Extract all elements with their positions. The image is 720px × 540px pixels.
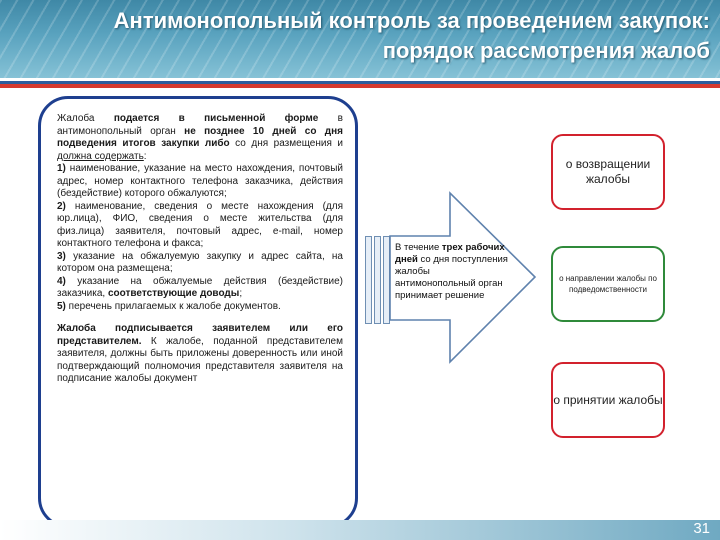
decision-accept-box xyxy=(551,362,665,438)
signature-paragraph: Жалоба подписывается заявителем или его представителем. К жалобе, поданной представителем заявителя, должны быть приложены доверенность или иной подтверждающий полномочия представителя заявителя на подписание жалобы документ xyxy=(57,323,343,384)
decision-forward-label: о направлении жалобы по подведомственности xyxy=(559,274,657,294)
requirement-item-5: 5) перечень прилагаемых к жалобе документов. xyxy=(57,300,281,312)
flag-stripe xyxy=(0,78,720,88)
complaint-requirements-text xyxy=(57,113,343,386)
footer-bar xyxy=(0,520,720,540)
slide-title xyxy=(10,6,710,66)
decision-return-label: о возвращении жалобы xyxy=(565,157,651,186)
requirement-item-3: 3) указание на обжалуемую закупку и адрес сайта, на котором она размещена; xyxy=(57,250,343,274)
slide-title-line2: порядок рассмотрения жалоб xyxy=(382,38,710,63)
page-number: 31 xyxy=(693,520,710,537)
decision-arrow-text: В течение трех рабочих дней со дня поступления жалобы антимонопольный орган принимает решение xyxy=(395,242,508,301)
slide-title-line1: Антимонопольный контроль за проведением закупок: xyxy=(113,8,710,33)
connector-bar xyxy=(374,236,381,324)
complaint-intro: Жалоба подается в письменной форме в антимонопольный орган не позднее 10 дней со дня подведения итогов закупки либо со дня размещения и должна содержать: xyxy=(57,113,343,162)
connector-bar xyxy=(365,236,372,324)
decision-return-box xyxy=(551,134,665,210)
complaint-requirements-panel xyxy=(38,96,358,528)
decision-forward-box xyxy=(551,246,665,322)
requirement-item-4: 4) указание на обжалуемые действия (бездействие) заказчика, соответствующие доводы; xyxy=(57,275,343,299)
requirement-item-1: 1) наименование, указание на место нахождения, почтовый адрес, номер контактного телефона заказчика, действия (бездействие) которого обжалуются; xyxy=(57,163,343,199)
header-banner xyxy=(0,0,720,78)
requirement-item-2: 2) наименование, сведения о месте нахождения (для юр.лица), ФИО, сведения о месте жительства (для физ.лица) заявителя, почтовый адрес, e-mail, номер контактного телефона и факса; xyxy=(57,200,343,249)
decision-accept-label: о принятии жалобы xyxy=(553,392,663,407)
